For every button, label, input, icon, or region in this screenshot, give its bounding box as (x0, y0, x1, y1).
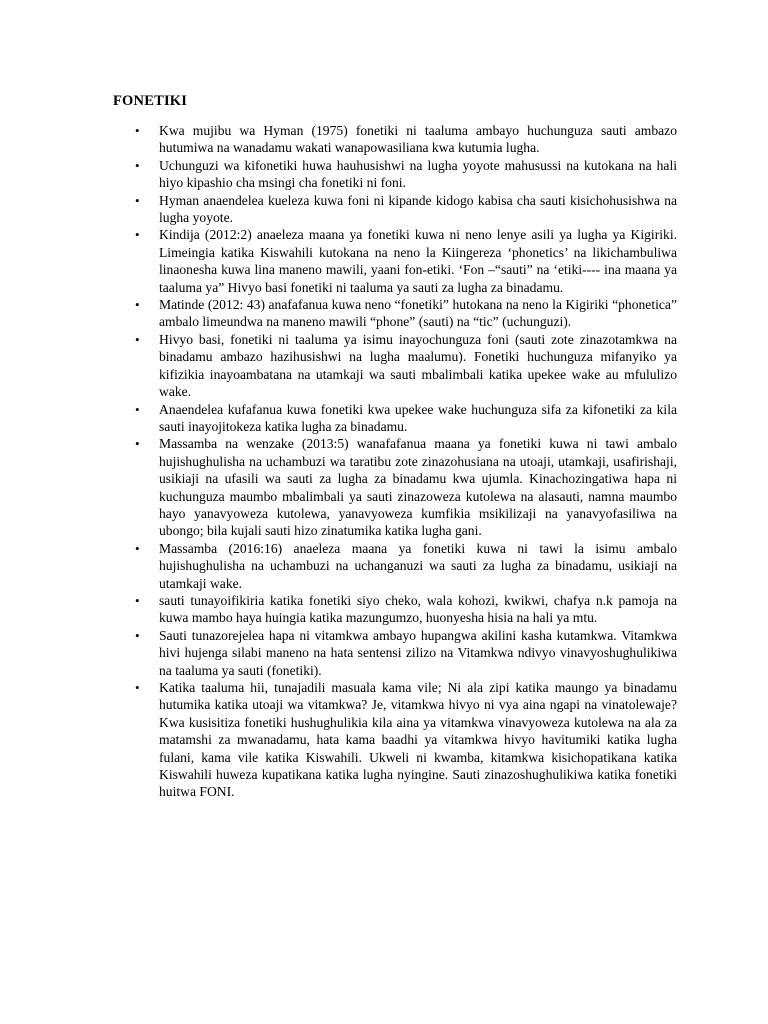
list-item-text: Katika taaluma hii, tunajadili masuala kama vile; Ni ala zipi katika maungo ya binadamu hutumika katika utoaji wa vitamkwa? Je, vitamkwa hivyo ni vya aina ngapi na vinatolewaje? Kwa kusisitiza fonetiki hushughulikia kila aina ya vitamkwa vinavyoweza kutolewa na ala za matamshi za mwanadamu, hata kama baadhi ya vitamkwa hivyo havitumiki katika lugha fulani, kama vile katika Kiswahili. Ukweli ni kwamba, kitamkwa kisichopatikana katika Kiswahili huweza kupatikana katika lugha nyingine. Sauti zinazoshughulikiwa katika fonetiki huitwa FONI. (159, 680, 677, 800)
bullet-icon: • (135, 680, 140, 695)
list-item-text: Kwa mujibu wa Hyman (1975) fonetiki ni taaluma ambayo huchunguza sauti ambazo hutumiwa na wanadamu wakati wanapowasiliana kwa kutumia lugha. (159, 123, 677, 156)
bullet-icon: • (135, 627, 140, 643)
list-item (135, 331, 677, 401)
document-heading: FONETIKI (113, 93, 188, 109)
list-item (135, 157, 677, 192)
bullet-icon: • (135, 540, 140, 556)
list-item (135, 540, 677, 592)
bullet-icon: • (135, 331, 140, 347)
list-item-text: Sauti tunazorejelea hapa ni vitamkwa ambayo hupangwa akilini kasha kutamkwa. Vitamkwa hivi hujenga silabi maneno na hata sentensi zilizo na Vitamkwa ndivyo vinavyoshughulikiwa na taaluma ya sauti (fonetiki). (159, 627, 677, 678)
bullet-list (0, 122, 768, 801)
list-item (135, 296, 677, 331)
list-item-text: Anaendelea kufafanua kuwa fonetiki kwa upekee wake huchunguza sifa za kifonetiki za kila sauti inayojitokeza katika lugha za binadamu. (159, 401, 677, 434)
bullet-icon: • (135, 436, 140, 452)
bullet-icon: • (135, 401, 140, 417)
list-item-text: Hivyo basi, fonetiki ni taaluma ya isimu inayochunguza foni (sauti zote zinazotamkwa na binadamu ambazo hazihusishwi na lugha maalumu). Fonetiki huchunguza mifanyiko ya kifizikia inayoambatana na utamkaji wa sauti mbalimbali katika upekee wake au mfululizo wake. (159, 331, 677, 400)
bullet-icon: • (135, 192, 140, 208)
list-item (135, 226, 677, 296)
list-item-text: Massamba (2016:16) anaeleza maana ya fonetiki kuwa ni tawi la isimu ambalo hujishughulisha na uchambuzi na uchanganuzi wa sauti za lugha za binadamu, usikiaji na utamkaji wake. (159, 540, 677, 591)
list-item-text: sauti tunayoifikiria katika fonetiki siyo cheko, wala kohozi, kwikwi, chafya n.k pamoja na kuwa mambo haya huingia katika mazungumzo, huonyesha hisia na hali ya mtu. (159, 592, 677, 626)
list-item (135, 627, 677, 679)
list-item-text: Kindija (2012:2) anaeleza maana ya fonetiki kuwa ni neno lenye asili ya lugha ya Kigiriki. Limeingia katika Kiswahili kutokana na neno la Kiingereza ‘phonetics’ na likichambuliwa linaonesha kuwa lina maneno mawili, yaani fon-etiki. ‘Fon –“sauti” na ‘etiki---- ina maana ya taaluma ya” Hivyo basi fonetiki ni taaluma ya sauti za lugha za binadamu. (159, 227, 677, 295)
bullet-icon: • (135, 592, 140, 608)
list-item-text: Uchunguzi wa kifonetiki huwa hauhusishwi na lugha yoyote mahusussi na kutokana na hali hiyo kipashio cha msingi cha fonetiki ni foni. (159, 157, 677, 191)
list-item-text: Massamba na wenzake (2013:5) wanafafanua maana ya fonetiki kuwa ni tawi ambalo hujishughulisha na uchambuzi wa taratibu zote zinazohusiana na utoaji, utamkaji, usafirishaji, usikiaji na ufasili wa sauti za lugha za binadamu kwa ujumla. Kinachozingatiwa hapa ni kuchunguza maumbo mbalimbali ya sauti zinazoweza kutolewa na alasauti, namna maumbo hayo yanavyoweza kutolewa, yanavyoweza kumfikia msikilizaji na yanavyofasiliwa na ubongo; bila kujali sauti hizo zinatumika katika lugha gani. (159, 436, 677, 539)
list-item (135, 401, 677, 436)
list-item (135, 122, 677, 157)
list-item (135, 192, 677, 227)
bullet-icon: • (135, 157, 140, 173)
bullet-icon: • (135, 297, 140, 313)
list-item-text: Matinde (2012: 43) anafafanua kuwa neno “fonetiki” hutokana na neno la Kigiriki “phonetica” ambalo limeundwa na maneno mawili “phone” (sauti) na “tic” (uchunguzi). (159, 297, 677, 330)
bullet-icon: • (135, 123, 140, 138)
list-item (135, 435, 677, 539)
list-item-text: Hyman anaendelea kueleza kuwa foni ni kipande kidogo kabisa cha sauti kisichohusishwa na lugha yoyote. (159, 192, 677, 226)
list-item (135, 679, 677, 801)
list-item (135, 592, 677, 627)
bullet-icon: • (135, 227, 140, 243)
